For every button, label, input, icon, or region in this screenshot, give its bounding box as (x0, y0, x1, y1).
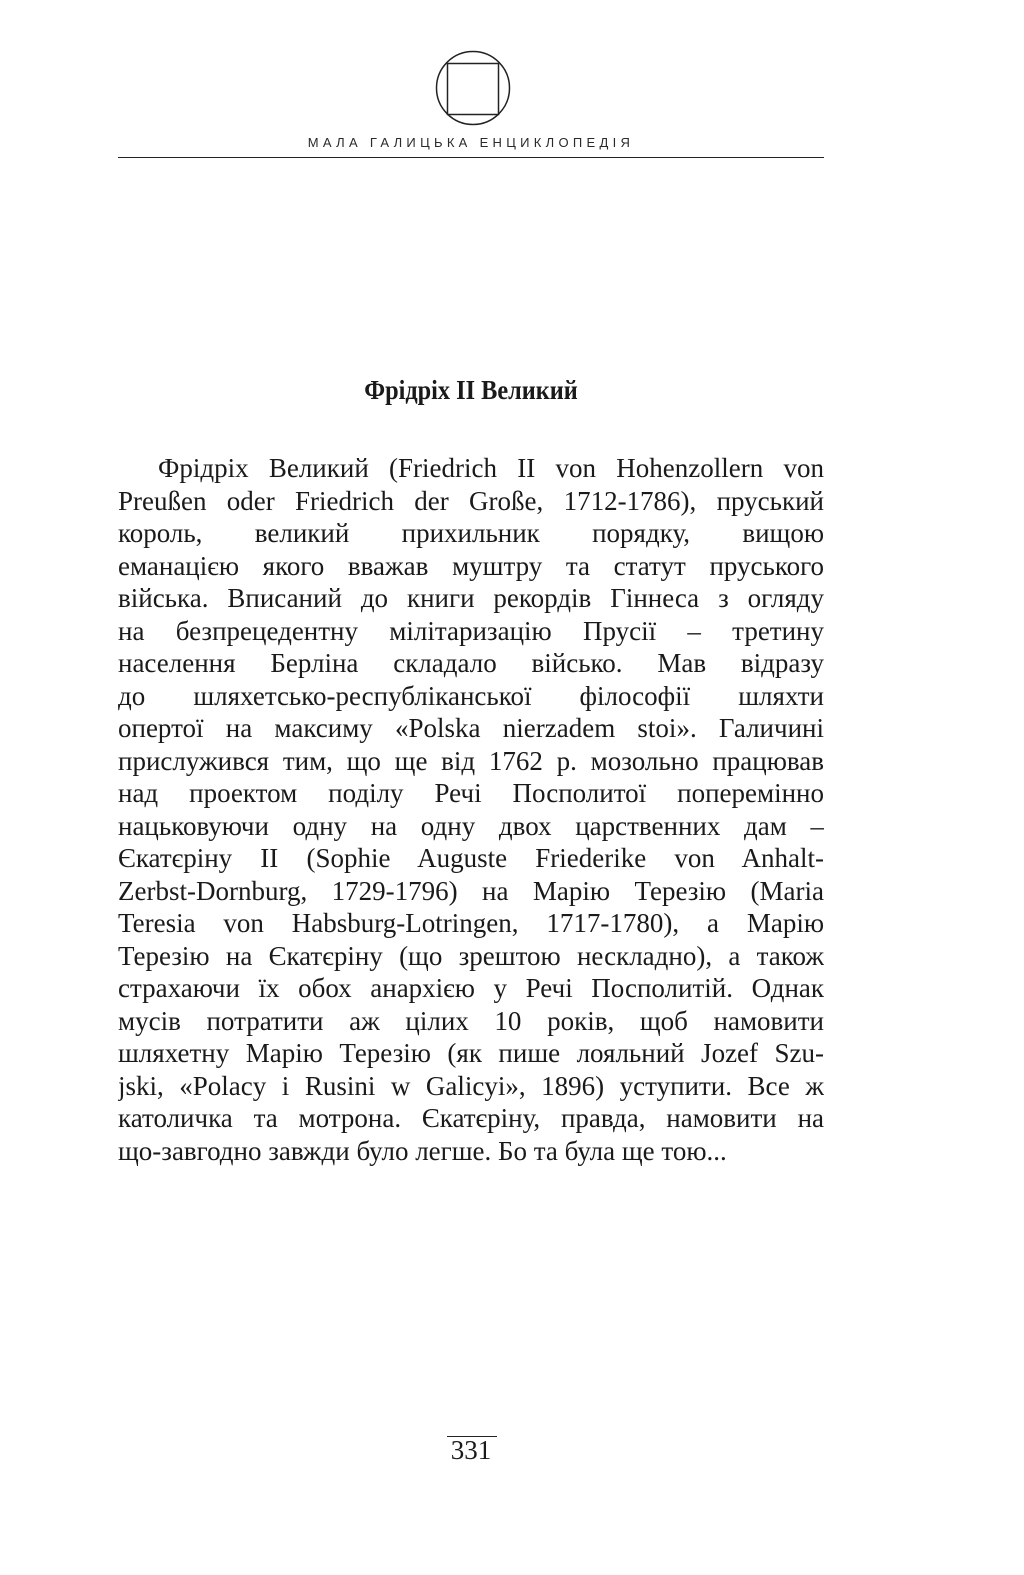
body-line: що-завгодно завжди було легше. Бо та була ще тою... (118, 1135, 727, 1166)
body-line: Zerbst-Dornburg, 1729-1796) на Марію Терезію (Maria (118, 875, 824, 906)
body-line: католичка та мотрона. Єкатєріну, правда, намовити на (118, 1103, 824, 1133)
body-line: над проектом поділу Речі Посполитої поперемінно (118, 778, 824, 808)
body-line: нацьковуючи одну на одну двох царственних дам – (118, 810, 824, 841)
body-line: опертої на максиму «Polska nierzadem stoi». Галичині (118, 713, 824, 743)
body-line: на безпрецедентну мілітаризацію Прусії – третину (118, 615, 824, 646)
body-line: Єкатєріну II (Sophie Auguste Friederike von Anhalt- (118, 843, 824, 873)
article-title: Фрідріх II Великий (364, 375, 578, 405)
body-line: Preußen oder Friedrich der Große, 1712-1786), пруський (118, 485, 824, 516)
body-line: Фрідріх Великий (Friedrich II von Hohenzollern von (158, 453, 824, 483)
body-line: король, великий прихильник порядку, вищою (118, 518, 824, 548)
running-header-title: МАЛА ГАЛИЦЬКА ЕНЦИКЛОПЕДІЯ (307, 135, 635, 150)
article-body (118, 452, 824, 1167)
body-line: Teresia von Habsburg-Lotringen, 1717-1780), а Марію (118, 908, 824, 938)
body-line: Терезію на Єкатєріну (що зрештою нескладно), а також (118, 940, 824, 971)
body-line: шляхетну Марію Терезію (як пише лояльний Jozef Szu- (118, 1038, 824, 1068)
body-line: мусів потратити аж цілих 10 років, щоб намовити (118, 1005, 824, 1036)
body-line: прислужився тим, що ще від 1762 р. мозольно працював (118, 745, 824, 776)
body-line: еманацією якого вважав муштру та статут пруського (118, 550, 824, 581)
body-line: до шляхетсько-республіканської філософії шляхти (118, 680, 824, 711)
circle-square-emblem-icon (434, 49, 512, 129)
page-number: 331 (450, 1435, 492, 1465)
body-line: війська. Вписаний до книги рекордів Гіннеса з огляду (118, 583, 824, 613)
body-line: jski, «Polacy i Rusini w Galicyi», 1896) уступити. Все ж (118, 1070, 824, 1101)
body-line: населення Берліна складало військо. Мав відразу (118, 648, 824, 678)
body-line: страхаючи їх обох анархією у Речі Посполитій. Однак (118, 973, 824, 1003)
header-rule (118, 157, 824, 158)
